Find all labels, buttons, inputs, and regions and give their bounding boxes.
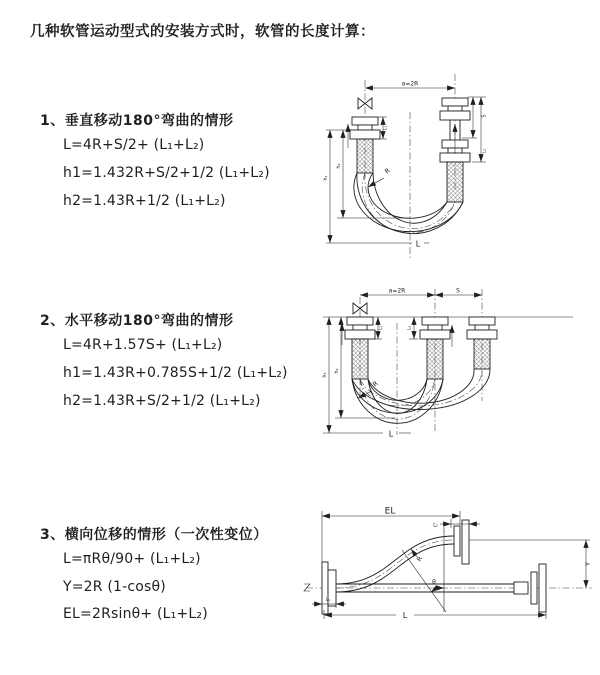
angle-label: θ (432, 579, 436, 586)
u-bend-hose-curves (352, 369, 490, 423)
diagram-vertical-180-bend (315, 66, 600, 261)
centerlines (360, 289, 482, 435)
dim-label-s: S (456, 287, 460, 295)
dim-label-y: Y (584, 562, 592, 566)
section-3-heading: 3、横向位移的情形（一次性变位） (40, 527, 268, 543)
dim-label-s: S (481, 114, 488, 118)
section-1-formula-h1: h1=1.432R+S/2+1/2 (L₁+L₂) (63, 165, 270, 181)
section-1-heading: 1、垂直移动180°弯曲的情形 (40, 113, 234, 129)
left-pipe-flange (345, 317, 375, 339)
dim-label-a2r: a=2R (388, 287, 406, 295)
section-1-formula-h2: h2=1.43R+1/2 (L₁+L₂) (63, 193, 226, 209)
dim-label-l1: L₁ (378, 325, 384, 331)
dim-label-l: L (402, 611, 408, 620)
section-2-heading: 2、水平移动180°弯曲的情形 (40, 313, 234, 329)
section-2-formula-L: L=4R+1.57S+ (L₁+L₂) (63, 337, 223, 353)
section-3-formula-L: L=πRθ/90+ (L₁+L₂) (63, 551, 201, 567)
section-2-formula-h2: h2=1.43R+S/2+1/2 (L₁+L₂) (63, 393, 261, 409)
dim-label-l1: L₁ (325, 598, 331, 603)
dimension-el (322, 507, 460, 563)
left-braided-hose (357, 139, 373, 173)
dimension-h1 (323, 130, 429, 243)
centerlines (304, 584, 592, 591)
dim-label-l2: L₂ (407, 325, 413, 331)
radius-label: R (415, 554, 425, 564)
right-pipe-flange (467, 317, 497, 339)
dimension-y (584, 540, 592, 588)
dimension-a-2r (365, 81, 455, 89)
dim-label-h2: h₂ (334, 368, 340, 374)
diagram-lateral-displacement (298, 498, 598, 653)
length-label: L (388, 429, 394, 439)
dimension-l (324, 610, 546, 620)
diagram-horizontal-180-bend (315, 283, 600, 458)
dim-label-l2: L₂ (482, 148, 488, 154)
dimension-l2 (407, 317, 419, 339)
radius-label: R (383, 166, 392, 176)
radius-label: R (371, 379, 380, 389)
dim-label-l2: L₂ (433, 522, 438, 529)
right-braided-hose (447, 162, 463, 202)
upper-flange (454, 520, 469, 564)
section-1-formula-L: L=4R+S/2+ (L₁+L₂) (63, 137, 205, 153)
section-3-formula-EL: EL=2Rsinθ+ (L₁+L₂) (63, 606, 208, 622)
dim-label-el: EL (384, 506, 396, 517)
centerline-break-symbol (304, 584, 310, 591)
middle-braided-hose (427, 339, 443, 379)
left-pipe-flange (350, 117, 380, 139)
middle-pipe-flange (420, 317, 450, 339)
dimension-s (435, 288, 482, 296)
dim-label-l1: L₁ (383, 125, 389, 131)
dim-label-h2: h₂ (336, 163, 342, 169)
left-flange (322, 562, 336, 614)
right-braided-hose (474, 339, 490, 369)
angle-construction (402, 527, 446, 612)
dim-label-h1: h₁ (323, 175, 329, 181)
dim-label-a2r: a=2R (401, 80, 419, 88)
centerlines (363, 74, 455, 258)
page-title: 几种软管运动型式的安装方式时，软管的长度计算： (30, 24, 375, 40)
left-braided-hose (352, 339, 368, 379)
section-3-formula-Y: Y=2R (1-cosθ) (63, 579, 166, 595)
dim-label-h1: h₁ (322, 372, 328, 378)
dimension-s (462, 97, 488, 162)
length-label: L (415, 239, 421, 249)
right-flange (514, 564, 546, 612)
section-2-formula-h1: h1=1.43R+0.785S+1/2 (L₁+L₂) (63, 365, 288, 381)
dimension-a-2r (360, 288, 435, 296)
